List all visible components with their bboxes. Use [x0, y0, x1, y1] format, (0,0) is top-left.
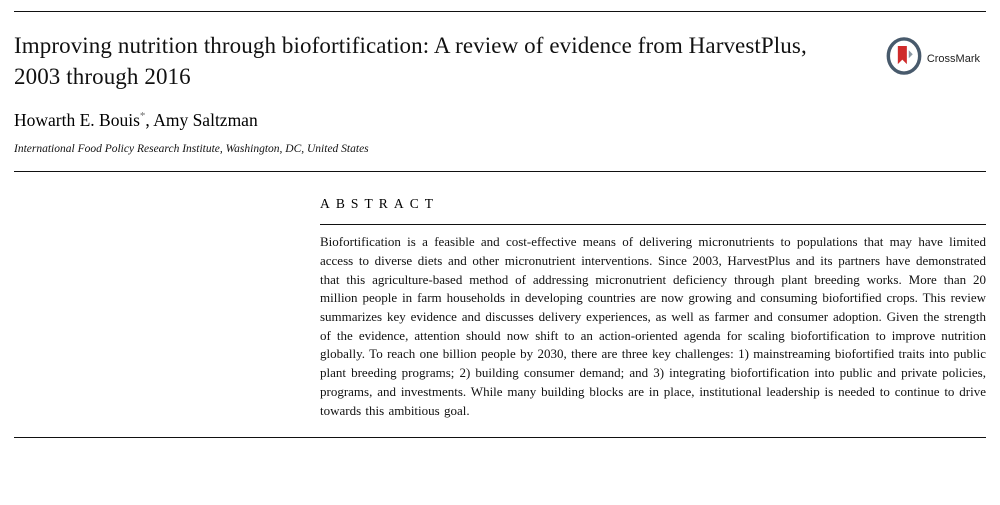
top-divider: [14, 11, 986, 12]
crossmark-label: CrossMark: [926, 52, 980, 65]
paper-title: Improving nutrition through biofortification: A review of evidence from HarvestPlus, 2003 through 2016: [14, 33, 807, 90]
abstract-heading: ABSTRACT: [320, 196, 440, 212]
paper-header: [14, 30, 986, 92]
abstract-divider: [320, 224, 986, 225]
author-separator: ,: [145, 110, 154, 131]
affiliation-line: International Food Policy Research Institute, Washington, DC, United States: [14, 143, 369, 156]
header-divider: [14, 171, 986, 172]
paper-first-page: [0, 11, 1000, 505]
abstract-section: [320, 196, 986, 420]
abstract-text: Biofortification is a feasible and cost-effective means of delivering micronutrients to populations that may have limited access to diverse diets and other micronutrient interventions. Since 2003, HarvestPlus and its partners have demonstrated that this agriculture-based method of addressing micronutrient deficiency through plant breeding works. More than 20 million people in farm households in developing countries are now growing and consuming biofortified crops. This review summarizes key evidence and discusses delivery experiences, as well as farmer and consumer adoption. Given the strength of the evidence, attention should now shift to an action-oriented agenda for scaling biofortification to improve nutrition globally. To reach one billion people by 2030, there are three key challenges: 1) mainstreaming biofortified traits into public plant breeding programs; 2) building consumer demand; and 3) integrating biofortification into public and private policies, programs, and investments. While many building blocks are in place, institutional leadership is needed to continue to drive towards this ambitious goal.: [320, 234, 986, 418]
author-second: Amy Saltzman: [153, 110, 258, 131]
corresponding-author-marker[interactable]: *: [139, 110, 146, 123]
author-first: Howarth E. Bouis: [14, 110, 140, 131]
authors-line: [14, 110, 986, 131]
crossmark-icon: [885, 36, 923, 81]
bottom-divider: [14, 437, 986, 438]
crossmark-badge[interactable]: [885, 36, 980, 81]
